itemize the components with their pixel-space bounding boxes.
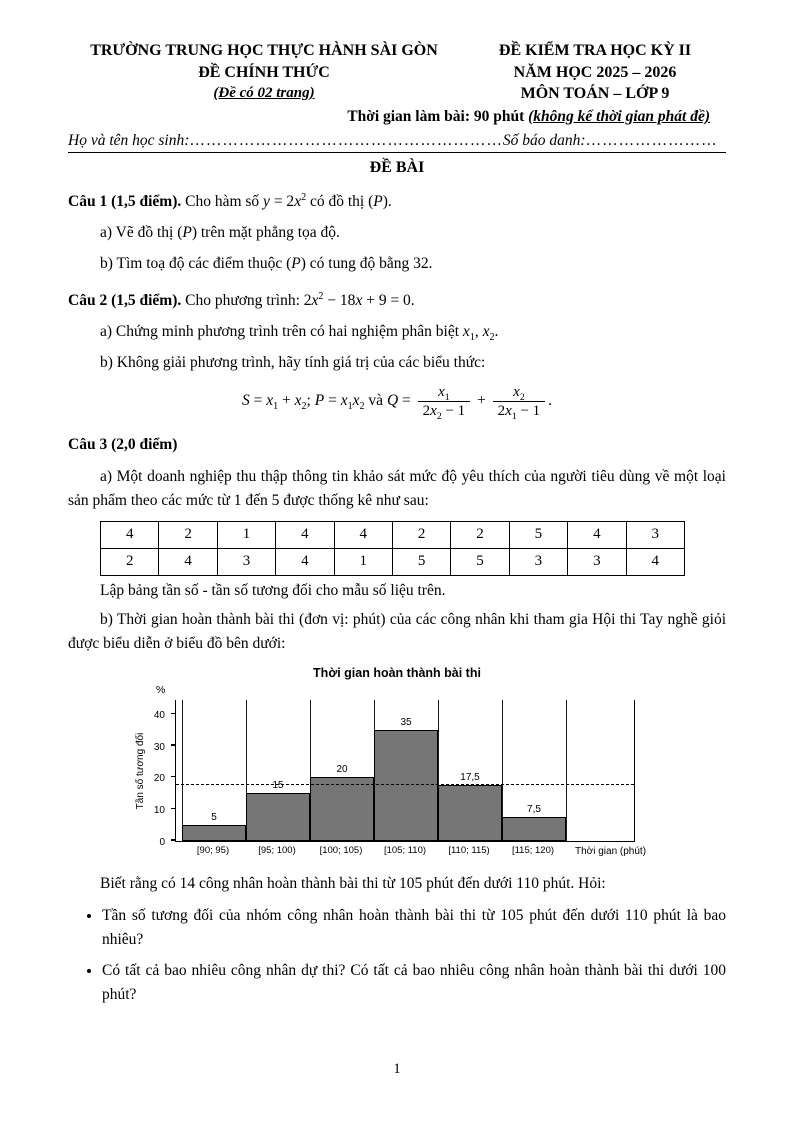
- question-3a-task: Lập bảng tần số - tần số tương đối cho mẫu số liệu trên.: [100, 581, 446, 599]
- table-cell: 3: [568, 548, 626, 575]
- question-3-heading: [68, 433, 726, 456]
- chart-bar: [310, 777, 374, 840]
- table-cell: 5: [509, 521, 567, 548]
- x-tick-label: [100; 105): [319, 844, 363, 856]
- question-2-formula: $S = x_1 + x_2$; $P = x_1x_2$ và Q = $\frac{x_1}{2x_2 - 1}$ + $\frac{x_2}{2x_1 - 1}$ .: [241, 384, 553, 423]
- question-1-intro: Cho hàm số $y = 2x^2$ có đồ thị (P).: [181, 191, 392, 210]
- y-tick-label: 0: [159, 836, 165, 848]
- exam-body-title: ĐỀ BÀI: [369, 158, 425, 176]
- histogram-chart: [68, 666, 726, 864]
- chart-bar: [246, 793, 310, 840]
- question-2-heading: [68, 289, 726, 312]
- chart-bar: [374, 730, 438, 840]
- table-row: [101, 548, 685, 575]
- exam-title: ĐỀ KIỂM TRA HỌC KỲ II: [498, 42, 692, 59]
- table-cell: 4: [101, 521, 159, 548]
- bar-value-label: 5: [211, 811, 217, 823]
- student-name-blank: …………………………………………………: [189, 131, 503, 149]
- y-tick-mark: [171, 808, 176, 810]
- table-cell: 1: [334, 548, 392, 575]
- question-3-bullets: [84, 904, 726, 1007]
- student-id-blank: ……………………: [585, 131, 718, 149]
- header-right-block: [464, 40, 726, 105]
- table-cell: 5: [392, 548, 450, 575]
- exam-type-label: ĐỀ CHÍNH THỨC: [198, 63, 330, 81]
- student-info-row: [68, 132, 726, 150]
- page-number: 1: [393, 1061, 401, 1077]
- school-year: NĂM HỌC 2025 – 2026: [513, 63, 677, 81]
- table-cell: 4: [276, 521, 334, 548]
- x-axis-ticks: [175, 845, 635, 859]
- exam-duration: Thời gian làm bài: 90 phút: [347, 107, 529, 125]
- table-cell: 4: [276, 548, 334, 575]
- school-name: TRƯỜNG TRUNG HỌC THỰC HÀNH SÀI GÒN: [90, 42, 438, 59]
- x-tick-label: [115; 120): [511, 844, 555, 856]
- y-axis-ticks: [137, 700, 171, 848]
- table-cell: 4: [159, 548, 217, 575]
- chart-bar: [182, 825, 246, 841]
- y-tick-mark: [171, 839, 176, 841]
- header-left-block: [68, 40, 460, 105]
- question-1-heading: [68, 190, 726, 213]
- question-2a: a) Chứng minh phương trình trên có hai nghiệm phân biệt $x_1$, $x_2$.: [100, 322, 499, 343]
- fraction: $\frac{x_1}{2x_2 - 1}$: [418, 383, 471, 420]
- duration-note: (không kể thời gian phát đề): [528, 107, 710, 125]
- x-tick-label: [105; 110): [383, 844, 427, 856]
- x-tick-label: [110; 115): [448, 844, 490, 856]
- x-tick-label: [90; 95): [196, 844, 230, 856]
- bar-value-label: 17,5: [460, 772, 480, 784]
- table-cell: 3: [626, 521, 684, 548]
- subject-line: MÔN TOÁN – LỚP 9: [520, 85, 670, 103]
- question-3a-text: a) Một doanh nghiệp thu thập thông tin khảo sát mức độ yêu thích của người tiêu dùng về một loại sản phẩm theo các mức từ 1 đến 5 được thống kê như sau:: [68, 467, 726, 509]
- table-cell: 2: [392, 521, 450, 548]
- fraction: $\frac{x_2}{2x_1 - 1}$: [493, 383, 546, 420]
- bar-value-label: 7,5: [527, 803, 541, 815]
- question-1b: b) Tìm toạ độ các điểm thuộc (P) có tung độ bằng 32.: [100, 255, 433, 273]
- table-cell: 2: [159, 521, 217, 548]
- question-3b-text: b) Thời gian hoàn thành bài thi (đơn vị: phút) của các công nhân khi tham gia Hội thi Tay nghề giỏi được biểu diễn ở biểu đồ bên dưới:: [68, 610, 726, 652]
- header-divider: [68, 152, 726, 153]
- question-3-label: Câu 3 (2,0 điểm): [68, 436, 178, 454]
- question-1a: a) Vẽ đồ thị (P) trên mặt phẳng tọa độ.: [100, 224, 340, 242]
- y-tick-label: 30: [153, 741, 165, 753]
- bullet-item: • Tần số tương đối của nhóm công nhân hoàn thành bài thi từ 105 phút đến dưới 110 phút là bao nhiêu?: [102, 904, 726, 952]
- table-cell: 1: [217, 521, 275, 548]
- y-tick-label: 40: [153, 710, 165, 722]
- table-cell: 4: [334, 521, 392, 548]
- y-tick-label: 10: [153, 805, 165, 817]
- chart-title: Thời gian hoàn thành bài thi: [313, 665, 481, 680]
- y-tick-mark: [171, 713, 176, 715]
- question-3-given: Biết rằng có 14 công nhân hoàn thành bài thi từ 105 phút đến dưới 110 phút. Hỏi:: [100, 874, 606, 892]
- y-tick-mark: [171, 744, 176, 746]
- bar-value-label: 35: [400, 717, 412, 729]
- table-cell: 3: [509, 548, 567, 575]
- gridline: [566, 700, 567, 841]
- chart-body: [123, 683, 668, 864]
- table-row: [101, 521, 685, 548]
- bar-value-label: 15: [272, 780, 284, 792]
- exam-duration-row: [68, 108, 726, 126]
- question-2b: b) Không giải phương trình, hãy tính giá trị của các biểu thức:: [100, 354, 486, 372]
- table-cell: 4: [626, 548, 684, 575]
- y-tick-mark: [171, 776, 176, 778]
- survey-table: [100, 521, 685, 576]
- dashed-reference-line: [176, 784, 634, 785]
- pages-note: (Đề có 02 trang): [213, 85, 315, 102]
- chart-bar: [502, 817, 566, 841]
- y-tick-label: 20: [153, 773, 165, 785]
- student-name-label: Họ và tên học sinh:: [68, 131, 190, 149]
- bullet-item: • Có tất cả bao nhiêu công nhân dự thi? Có tất cả bao nhiêu công nhân hoàn thành bài thi dưới 100 phút?: [102, 959, 726, 1007]
- question-1-label: Câu 1 (1,5 điểm).: [68, 192, 182, 210]
- exam-header: [68, 40, 726, 105]
- question-2-label: Câu 2 (1,5 điểm).: [68, 291, 182, 309]
- table-cell: 5: [451, 548, 509, 575]
- question-2-intro: Cho phương trình: $2x^2 - 18x + 9 = 0$.: [181, 290, 415, 309]
- y-axis-label: Tần số tương đối: [135, 732, 146, 809]
- table-cell: 2: [101, 548, 159, 575]
- x-axis-title: Thời gian (phút): [575, 845, 647, 857]
- student-id-label: Số báo danh:: [502, 131, 586, 149]
- bar-value-label: 20: [336, 764, 348, 776]
- table-cell: 2: [451, 521, 509, 548]
- chart-bar: [438, 785, 502, 840]
- y-unit-label: %: [156, 683, 166, 696]
- x-tick-label: [95; 100): [258, 844, 296, 856]
- table-cell: 3: [217, 548, 275, 575]
- table-cell: 4: [568, 521, 626, 548]
- plot-area: [175, 700, 635, 842]
